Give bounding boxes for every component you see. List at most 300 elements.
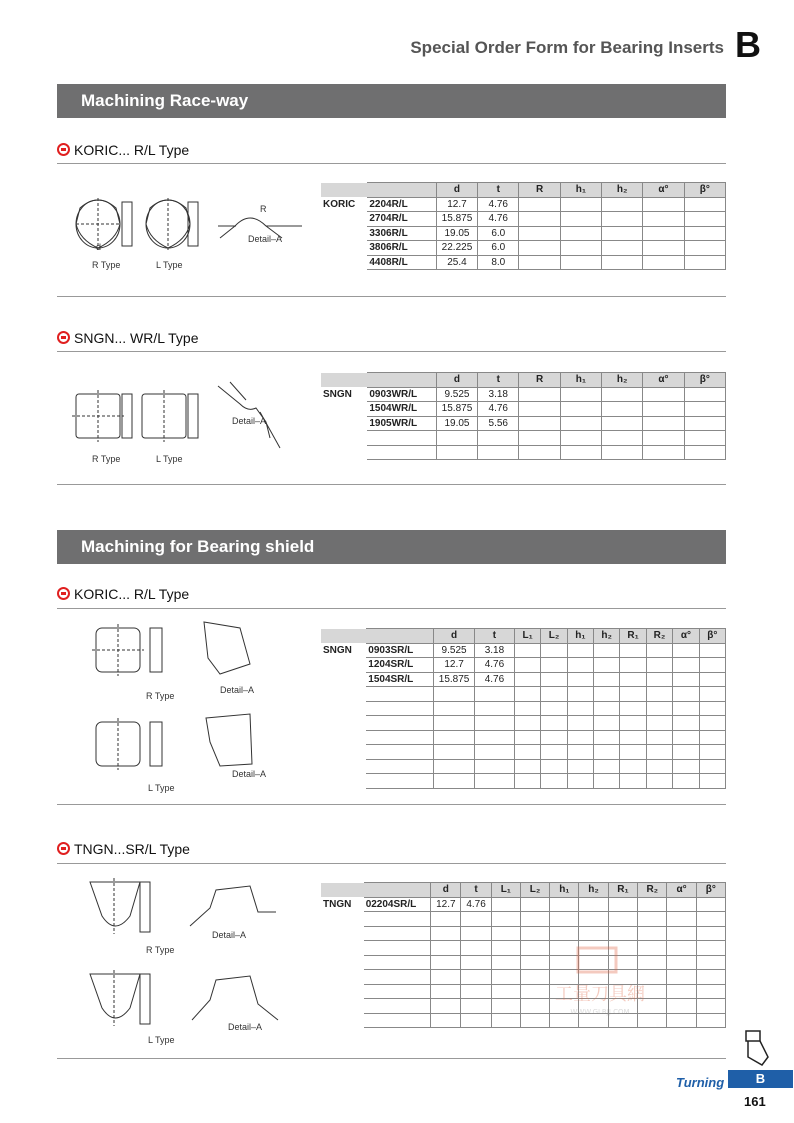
input-cell[interactable] (431, 912, 461, 927)
input-cell[interactable] (602, 241, 643, 256)
input-cell[interactable] (684, 226, 725, 241)
divider (57, 163, 726, 164)
col-header: h₁ (560, 183, 601, 198)
col-header: R (519, 183, 560, 198)
input-cell[interactable] (579, 912, 608, 927)
input-cell[interactable] (434, 716, 475, 731)
detail-a-label: Detail–A (248, 234, 283, 244)
input-cell[interactable] (620, 745, 646, 760)
input-cell[interactable] (478, 431, 519, 446)
input-cell[interactable] (436, 431, 477, 446)
input-cell[interactable] (646, 658, 672, 673)
input-cell[interactable] (519, 226, 560, 241)
table-row (321, 658, 726, 673)
input-cell[interactable] (514, 643, 540, 658)
input-cell[interactable] (696, 1013, 725, 1028)
input-cell[interactable] (699, 774, 725, 789)
input-cell[interactable] (364, 970, 431, 985)
input-cell[interactable] (620, 774, 646, 789)
table-row (321, 759, 726, 774)
input-cell[interactable] (608, 926, 637, 941)
input-cell[interactable] (514, 730, 540, 745)
col-header: α° (643, 373, 684, 388)
input-cell[interactable] (541, 730, 567, 745)
input-cell[interactable] (366, 774, 433, 789)
input-cell[interactable] (638, 912, 667, 927)
input-cell[interactable] (684, 241, 725, 256)
input-cell[interactable] (579, 897, 608, 912)
input-cell[interactable] (602, 255, 643, 270)
subsection-koric-shield (57, 586, 189, 602)
input-cell[interactable] (594, 687, 620, 702)
input-cell[interactable] (643, 241, 684, 256)
input-cell[interactable] (667, 970, 696, 985)
input-cell[interactable] (579, 926, 608, 941)
input-cell[interactable] (673, 687, 699, 702)
d-value: 19.05 (436, 226, 477, 241)
input-cell[interactable] (491, 941, 520, 956)
input-cell[interactable] (646, 745, 672, 760)
input-cell[interactable] (620, 672, 646, 687)
tngn-shield-drawing (80, 872, 290, 1048)
col-header: d (436, 183, 477, 198)
d-label: d (96, 242, 102, 252)
input-cell[interactable] (491, 1013, 520, 1028)
input-cell[interactable] (461, 926, 491, 941)
input-cell[interactable] (491, 970, 520, 985)
input-cell[interactable] (567, 658, 593, 673)
type-prefix: SNGN (323, 388, 352, 400)
input-cell[interactable] (461, 1013, 491, 1028)
col-header: d (434, 629, 475, 644)
divider (57, 484, 726, 485)
input-cell[interactable] (514, 672, 540, 687)
input-cell[interactable] (620, 701, 646, 716)
input-cell[interactable] (541, 687, 567, 702)
input-cell[interactable] (696, 999, 725, 1014)
input-cell[interactable] (436, 445, 477, 460)
input-cell[interactable] (519, 241, 560, 256)
col-header: R (519, 373, 560, 388)
input-cell[interactable] (519, 402, 560, 417)
input-cell[interactable] (491, 912, 520, 927)
page-number: 161 (744, 1094, 766, 1109)
d-value: 25.4 (436, 255, 477, 270)
r-type-label: R Type (92, 454, 121, 464)
input-cell[interactable] (474, 716, 514, 731)
input-cell[interactable] (643, 416, 684, 431)
input-cell[interactable] (620, 759, 646, 774)
subsection-title: KORIC... R/L Type (74, 586, 190, 602)
input-cell[interactable] (646, 643, 672, 658)
input-cell[interactable] (364, 984, 431, 999)
divider (57, 608, 726, 609)
table-row (321, 226, 726, 241)
input-cell[interactable] (602, 445, 643, 460)
input-cell[interactable] (491, 926, 520, 941)
input-cell[interactable] (364, 955, 431, 970)
input-cell[interactable] (520, 912, 549, 927)
input-cell[interactable] (684, 445, 725, 460)
input-cell[interactable] (366, 687, 433, 702)
input-cell[interactable] (514, 716, 540, 731)
l-type-label: L Type (148, 1035, 175, 1045)
col-header: α° (643, 183, 684, 198)
input-cell[interactable] (367, 445, 436, 460)
input-cell[interactable] (514, 745, 540, 760)
table-row (321, 672, 726, 687)
input-cell[interactable] (602, 226, 643, 241)
col-header: L₂ (520, 883, 549, 898)
input-cell[interactable] (699, 716, 725, 731)
input-cell[interactable] (491, 955, 520, 970)
input-cell[interactable] (673, 774, 699, 789)
input-cell[interactable] (673, 701, 699, 716)
input-cell[interactable] (434, 687, 475, 702)
input-cell[interactable] (684, 255, 725, 270)
table-row (321, 431, 726, 446)
input-cell[interactable] (366, 730, 433, 745)
input-cell[interactable] (594, 672, 620, 687)
input-cell[interactable] (567, 672, 593, 687)
input-cell[interactable] (638, 926, 667, 941)
input-cell[interactable] (560, 445, 601, 460)
input-cell[interactable] (366, 759, 433, 774)
l-type-label: L Type (148, 783, 175, 793)
input-cell[interactable] (646, 716, 672, 731)
input-cell[interactable] (696, 955, 725, 970)
col-header: β° (684, 373, 725, 388)
input-cell[interactable] (699, 701, 725, 716)
input-cell[interactable] (541, 643, 567, 658)
input-cell[interactable] (673, 730, 699, 745)
input-cell[interactable] (434, 745, 475, 760)
koric-raceway-drawing (70, 190, 320, 275)
input-cell[interactable] (646, 730, 672, 745)
input-cell[interactable] (514, 759, 540, 774)
input-cell[interactable] (519, 212, 560, 227)
t-value: 6.0 (478, 241, 519, 256)
d-value: 12.7 (434, 658, 475, 673)
input-cell[interactable] (434, 730, 475, 745)
table-row (321, 745, 726, 760)
input-cell[interactable] (646, 701, 672, 716)
input-cell[interactable] (560, 255, 601, 270)
input-cell[interactable] (431, 1013, 461, 1028)
input-cell[interactable] (594, 658, 620, 673)
input-cell[interactable] (461, 970, 491, 985)
input-cell[interactable] (364, 1013, 431, 1028)
table-row (321, 197, 726, 212)
input-cell[interactable] (643, 226, 684, 241)
input-cell[interactable] (684, 387, 725, 402)
input-cell[interactable] (696, 941, 725, 956)
watermark-text: 工量刀具網 (555, 984, 645, 1005)
input-cell[interactable] (431, 941, 461, 956)
input-cell[interactable] (646, 774, 672, 789)
t-value: 3.18 (474, 643, 514, 658)
input-cell[interactable] (461, 912, 491, 927)
input-cell[interactable] (699, 672, 725, 687)
input-cell[interactable] (474, 730, 514, 745)
input-cell[interactable] (478, 445, 519, 460)
input-cell[interactable] (646, 672, 672, 687)
detail-a-label: Detail–A (212, 930, 247, 940)
col-header: β° (684, 183, 725, 198)
input-cell[interactable] (541, 672, 567, 687)
input-cell[interactable] (684, 197, 725, 212)
table-row (321, 402, 726, 417)
input-cell[interactable] (560, 387, 601, 402)
col-header: h₁ (567, 629, 593, 644)
turning-tool-icon (742, 1027, 772, 1067)
input-cell[interactable] (560, 416, 601, 431)
input-cell[interactable] (643, 431, 684, 446)
input-cell[interactable] (366, 745, 433, 760)
input-cell[interactable] (431, 999, 461, 1014)
input-cell[interactable] (491, 999, 520, 1014)
input-cell[interactable] (684, 212, 725, 227)
input-cell[interactable] (567, 774, 593, 789)
input-cell[interactable] (431, 970, 461, 985)
input-cell[interactable] (594, 643, 620, 658)
input-cell[interactable] (684, 431, 725, 446)
input-cell[interactable] (560, 402, 601, 417)
input-cell[interactable] (519, 387, 560, 402)
input-cell[interactable] (434, 701, 475, 716)
input-cell[interactable] (461, 941, 491, 956)
input-cell[interactable] (541, 716, 567, 731)
input-cell[interactable] (560, 226, 601, 241)
input-cell[interactable] (519, 197, 560, 212)
input-cell[interactable] (667, 955, 696, 970)
input-cell[interactable] (520, 897, 549, 912)
r-label: R (260, 204, 267, 214)
input-cell[interactable] (434, 774, 475, 789)
input-cell[interactable] (696, 970, 725, 985)
col-header: h₁ (550, 883, 579, 898)
bullet-icon (57, 143, 70, 156)
input-cell[interactable] (567, 643, 593, 658)
input-cell[interactable] (461, 984, 491, 999)
input-cell[interactable] (594, 716, 620, 731)
bullet-icon (57, 587, 70, 600)
input-cell[interactable] (541, 759, 567, 774)
input-cell[interactable] (667, 912, 696, 927)
footer-chapter-tab: B (728, 1070, 793, 1088)
col-header: t (478, 373, 519, 388)
input-cell[interactable] (699, 759, 725, 774)
input-cell[interactable] (620, 730, 646, 745)
input-cell[interactable] (602, 387, 643, 402)
input-cell[interactable] (431, 984, 461, 999)
input-cell[interactable] (364, 941, 431, 956)
input-cell[interactable] (550, 926, 579, 941)
input-cell[interactable] (699, 745, 725, 760)
col-header: L₂ (541, 629, 567, 644)
input-cell[interactable] (474, 774, 514, 789)
input-cell[interactable] (699, 643, 725, 658)
d-value: 12.7 (431, 897, 461, 912)
d-value: 15.875 (436, 212, 477, 227)
input-cell[interactable] (367, 431, 436, 446)
input-cell[interactable] (519, 255, 560, 270)
input-cell[interactable] (684, 402, 725, 417)
input-cell[interactable] (519, 431, 560, 446)
r-type-label: R Type (146, 691, 175, 701)
input-cell[interactable] (667, 984, 696, 999)
input-cell[interactable] (364, 912, 431, 927)
input-cell[interactable] (673, 745, 699, 760)
input-cell[interactable] (696, 912, 725, 927)
input-cell[interactable] (699, 658, 725, 673)
col-header: d (431, 883, 461, 898)
input-cell[interactable] (699, 687, 725, 702)
input-cell[interactable] (673, 658, 699, 673)
input-cell[interactable] (643, 402, 684, 417)
input-cell[interactable] (431, 926, 461, 941)
input-cell[interactable] (667, 941, 696, 956)
input-cell[interactable] (560, 241, 601, 256)
input-cell[interactable] (646, 759, 672, 774)
input-cell[interactable] (514, 774, 540, 789)
input-cell[interactable] (514, 658, 540, 673)
input-cell[interactable] (434, 759, 475, 774)
input-cell[interactable] (602, 402, 643, 417)
input-cell[interactable] (474, 759, 514, 774)
input-cell[interactable] (514, 701, 540, 716)
input-cell[interactable] (541, 774, 567, 789)
input-cell[interactable] (667, 926, 696, 941)
input-cell[interactable] (602, 431, 643, 446)
section-band-raceway (57, 84, 726, 118)
input-cell[interactable] (620, 658, 646, 673)
d-value: 15.875 (436, 402, 477, 417)
input-cell[interactable] (620, 687, 646, 702)
insert-code: 02204SR/L (364, 897, 431, 912)
input-cell[interactable] (567, 730, 593, 745)
input-cell[interactable] (491, 984, 520, 999)
table-row (321, 255, 726, 270)
input-cell[interactable] (594, 701, 620, 716)
input-cell[interactable] (560, 197, 601, 212)
input-cell[interactable] (667, 1013, 696, 1028)
col-header: h₂ (602, 373, 643, 388)
input-cell[interactable] (638, 897, 667, 912)
sngn-raceway-table (321, 372, 726, 460)
input-cell[interactable] (696, 926, 725, 941)
insert-code: 2204R/L (367, 197, 436, 212)
input-cell[interactable] (474, 687, 514, 702)
input-cell[interactable] (594, 730, 620, 745)
input-cell[interactable] (364, 926, 431, 941)
input-cell[interactable] (567, 716, 593, 731)
input-cell[interactable] (541, 658, 567, 673)
input-cell[interactable] (364, 999, 431, 1014)
input-cell[interactable] (608, 912, 637, 927)
input-cell[interactable] (643, 387, 684, 402)
t-value: 4.76 (478, 402, 519, 417)
input-cell[interactable] (519, 416, 560, 431)
d-value: 9.525 (436, 387, 477, 402)
input-cell[interactable] (608, 897, 637, 912)
input-cell[interactable] (696, 897, 725, 912)
input-cell[interactable] (567, 701, 593, 716)
watermark-logo (530, 944, 670, 1024)
input-cell[interactable] (602, 416, 643, 431)
input-cell[interactable] (673, 672, 699, 687)
input-cell[interactable] (684, 416, 725, 431)
t-value: 4.76 (478, 197, 519, 212)
input-cell[interactable] (560, 431, 601, 446)
col-header: α° (673, 629, 699, 644)
input-cell[interactable] (366, 701, 433, 716)
col-header: t (478, 183, 519, 198)
detail-a-label: Detail–A (228, 1022, 263, 1032)
input-cell[interactable] (541, 701, 567, 716)
input-cell[interactable] (461, 999, 491, 1014)
input-cell[interactable] (550, 912, 579, 927)
input-cell[interactable] (643, 445, 684, 460)
input-cell[interactable] (620, 716, 646, 731)
input-cell[interactable] (667, 897, 696, 912)
input-cell[interactable] (643, 212, 684, 227)
table-row (321, 897, 726, 912)
t-value: 3.18 (478, 387, 519, 402)
input-cell[interactable] (474, 745, 514, 760)
input-cell[interactable] (646, 687, 672, 702)
insert-code: 3806R/L (367, 241, 436, 256)
input-cell[interactable] (673, 643, 699, 658)
input-cell[interactable] (560, 212, 601, 227)
input-cell[interactable] (643, 255, 684, 270)
r-type-label: R Type (146, 945, 175, 955)
input-cell[interactable] (602, 212, 643, 227)
input-cell[interactable] (520, 926, 549, 941)
input-cell[interactable] (514, 687, 540, 702)
input-cell[interactable] (667, 999, 696, 1014)
col-header: R₂ (638, 883, 667, 898)
input-cell[interactable] (550, 897, 579, 912)
input-cell[interactable] (474, 701, 514, 716)
input-cell[interactable] (602, 197, 643, 212)
footer-section-label: Turning (676, 1075, 725, 1090)
input-cell[interactable] (620, 643, 646, 658)
input-cell[interactable] (431, 955, 461, 970)
subsection-title: SNGN... WR/L Type (74, 330, 199, 346)
input-cell[interactable] (673, 759, 699, 774)
input-cell[interactable] (594, 759, 620, 774)
input-cell[interactable] (567, 687, 593, 702)
input-cell[interactable] (696, 984, 725, 999)
t-value: 6.0 (478, 226, 519, 241)
input-cell[interactable] (673, 716, 699, 731)
input-cell[interactable] (366, 716, 433, 731)
input-cell[interactable] (699, 730, 725, 745)
input-cell[interactable] (567, 745, 593, 760)
input-cell[interactable] (491, 897, 520, 912)
t-value: 4.76 (461, 897, 491, 912)
d-value: 12.7 (436, 197, 477, 212)
input-cell[interactable] (643, 197, 684, 212)
input-cell[interactable] (594, 745, 620, 760)
input-cell[interactable] (567, 759, 593, 774)
input-cell[interactable] (541, 745, 567, 760)
insert-code: 4408R/L (367, 255, 436, 270)
input-cell[interactable] (519, 445, 560, 460)
input-cell[interactable] (461, 955, 491, 970)
input-cell[interactable] (594, 774, 620, 789)
